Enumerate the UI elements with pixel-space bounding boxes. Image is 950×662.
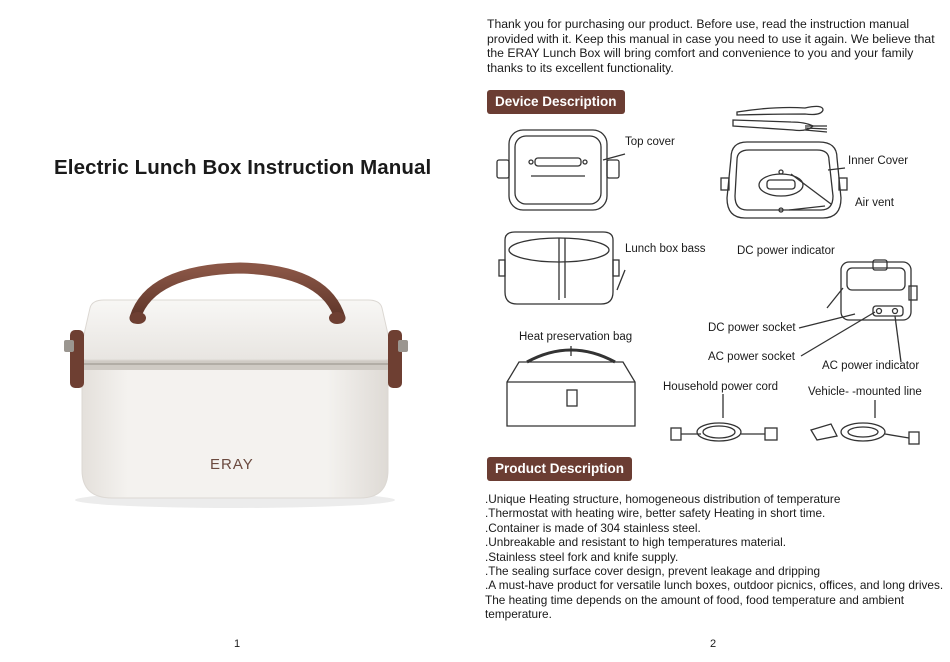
household-cord-drawing — [671, 423, 777, 441]
feature-item: .The sealing surface cover design, prevent leakage and dripping — [485, 564, 821, 579]
label-ac-power-socket: AC power socket — [708, 351, 795, 363]
brand-logo: ERAY — [210, 456, 254, 473]
feature-item: .A must-have product for versatile lunch boxes, outdoor picnics, offices, and long drives. — [485, 578, 944, 593]
top-cover-drawing — [497, 130, 619, 210]
product-description-heading: Product Description — [487, 457, 632, 481]
feature-item: temperature. — [485, 607, 552, 622]
page-number: 2 — [710, 638, 717, 650]
label-lunch-box-bass: Lunch box bass — [625, 243, 706, 255]
vehicle-line-drawing — [811, 423, 919, 444]
page-2 — [475, 0, 950, 662]
feature-item: .Unique Heating structure, homogeneous distribution of temperature — [485, 492, 841, 506]
page-title: Electric Lunch Box Instruction Manual — [54, 156, 432, 179]
feature-list — [485, 492, 947, 622]
label-top-cover: Top cover — [625, 136, 675, 148]
label-vehicle-mounted-line: Vehicle- -mounted line — [808, 386, 922, 398]
intro-paragraph: Thank you for purchasing our product. Before use, read the instruction manual provided with it. Keep this manual in case you need to use it again. We believe that the ERAY Lunch Box will bring comfort and convenience to you and your family thanks to its excellent functionality. — [487, 17, 935, 75]
heat-bag-drawing — [507, 350, 635, 426]
label-inner-cover: Inner Cover — [848, 155, 909, 167]
label-air-vent: Air vent — [855, 197, 894, 209]
right-clip — [388, 330, 402, 388]
feature-item: The heating time depends on the amount of food, food temperature and ambient — [485, 592, 905, 607]
label-household-power-cord: Household power cord — [663, 381, 779, 393]
label-heat-preservation-bag: Heat preservation bag — [519, 331, 633, 343]
feature-item: .Unbreakable and resistant to high temperatures material. — [485, 535, 786, 550]
lunch-box-base-drawing — [499, 232, 619, 304]
left-clip — [70, 330, 84, 388]
feature-item: .Container is made of 304 stainless steel. — [485, 520, 701, 535]
page-number: 1 — [234, 638, 241, 650]
box-lid — [80, 300, 392, 360]
steel-band — [80, 360, 390, 370]
label-ac-power-indicator: AC power indicator — [822, 360, 920, 372]
box-body — [82, 362, 388, 498]
feature-item: .Stainless steel fork and knife supply. — [485, 549, 679, 564]
feature-item: .Thermostat with heating wire, better safety Heating in short time. — [485, 506, 826, 521]
utensils-drawing — [733, 106, 827, 132]
heater-base-drawing — [841, 260, 917, 320]
inner-cover-drawing — [721, 142, 847, 218]
device-description-heading: Device Description — [487, 90, 625, 114]
label-dc-power-indicator: DC power indicator — [737, 245, 835, 257]
label-dc-power-socket: DC power socket — [708, 322, 796, 334]
